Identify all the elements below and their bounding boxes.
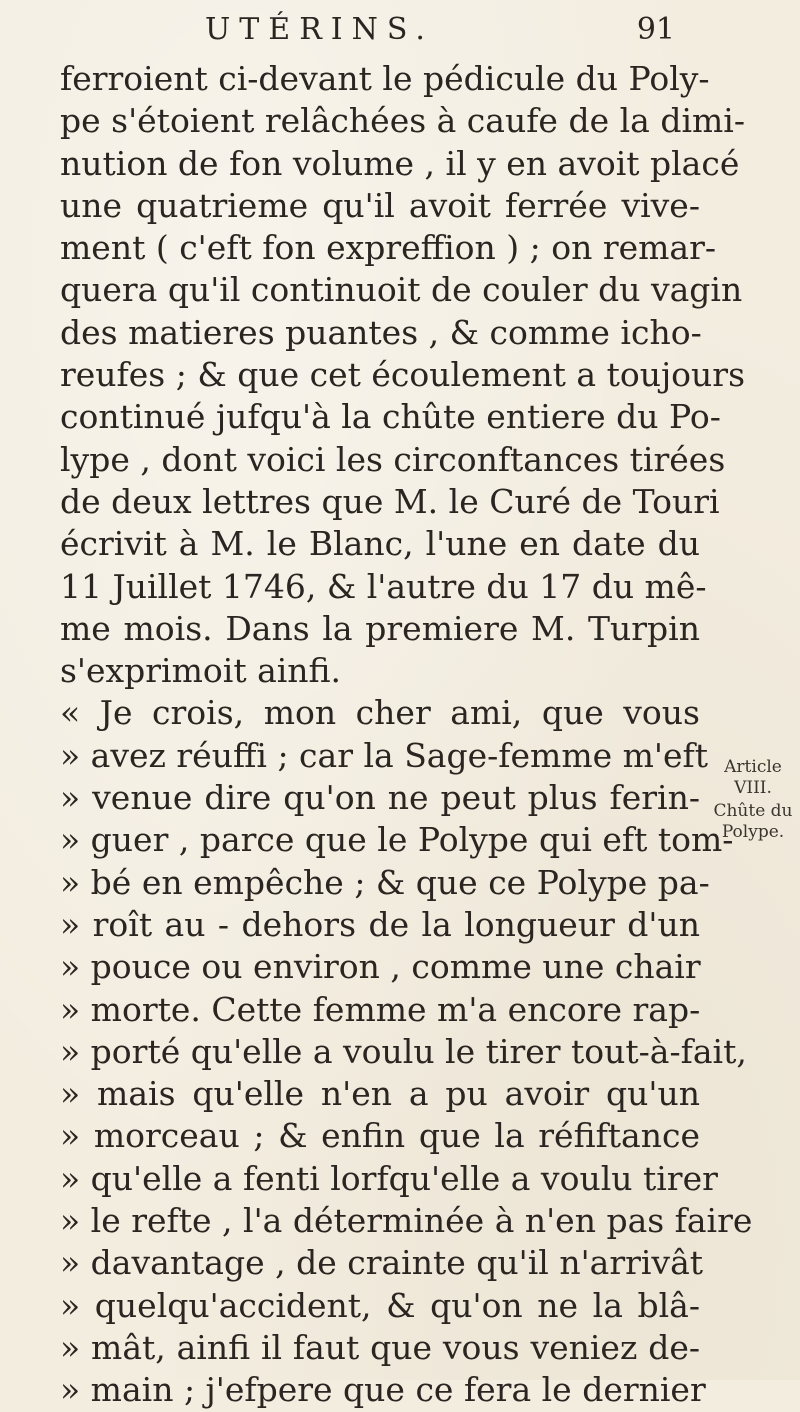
- text-line: » morceau ; & enfin que la réfiftance: [60, 1116, 700, 1156]
- text-line: » le refte , l'a déterminée à n'en pas faire: [60, 1201, 753, 1241]
- text-line: » venue dire qu'on ne peut plus ferin-: [60, 778, 700, 818]
- text-line: » mât, ainfi il faut que vous veniez de-: [60, 1327, 700, 1367]
- text-line: continué jufqu'à la chûte entiere du Po-: [60, 397, 721, 437]
- text-line: » guer , parce que le Polype qui eft tom-: [60, 820, 734, 860]
- text-line: s'exprimoit ainfi.: [60, 651, 342, 691]
- text-line: pe s'étoient relâchées à caufe de la dimi-: [60, 101, 745, 141]
- text-line: » davantage , de crainte qu'il n'arrivât: [60, 1243, 704, 1283]
- running-head-title: UTÉRINS.: [205, 12, 434, 47]
- text-line: me mois. Dans la premiere M. Turpin: [60, 608, 700, 648]
- text-line: reufes ; & que cet écoulement a toujours: [60, 355, 746, 395]
- text-line: » porté qu'elle a voulu le tirer tout-à-fait,: [60, 1031, 747, 1071]
- margin-note-topic: Chûte du Polype.: [713, 801, 793, 842]
- text-line: des matieres puantes , & comme icho-: [60, 312, 702, 352]
- text-line: lype , dont voici les circonftances tirées: [60, 439, 726, 479]
- text-line: ferroient ci-devant le pédicule du Poly-: [60, 59, 710, 98]
- page-number: 91: [636, 12, 675, 47]
- text-line: » bé en empêche ; & que ce Polype pa-: [60, 862, 710, 902]
- text-line: quera qu'il continuoit de couler du vagin: [60, 270, 743, 310]
- text-line: » avez réuffi ; car la Sage-femme m'eft: [60, 735, 708, 775]
- running-head: [205, 10, 675, 50]
- text-line: 11 Juillet 1746, & l'autre du 17 du mê-: [60, 566, 707, 606]
- text-line: « Je crois, mon cher ami, que vous: [60, 693, 700, 733]
- text-line: » main ; j'efpere que ce fera le dernier: [60, 1370, 706, 1410]
- text-line: » roît au - dehors de la longueur d'un: [60, 904, 700, 944]
- text-line: écrivit à M. le Blanc, l'une en date du: [60, 524, 700, 564]
- text-line: » pouce ou environ , comme une chair: [60, 947, 701, 987]
- text-line: » quelqu'accident, & qu'on ne la blâ-: [60, 1285, 700, 1325]
- text-line: de deux lettres que M. le Curé de Touri: [60, 481, 720, 521]
- text-line: ment ( c'eft fon expreffion ) ; on remar-: [60, 228, 717, 268]
- text-line: nution de fon volume , il y en avoit placé: [60, 143, 740, 183]
- text-line: » morte. Cette femme m'a encore rap-: [60, 989, 701, 1029]
- text-line: une quatrieme qu'il avoit ferrée vive-: [60, 185, 700, 225]
- margin-note-article: Article VIII.: [724, 757, 782, 798]
- text-line: » qu'elle a fenti lorfqu'elle a voulu tirer: [60, 1158, 718, 1198]
- text-line: » mais qu'elle n'en a pu avoir qu'un: [60, 1074, 700, 1114]
